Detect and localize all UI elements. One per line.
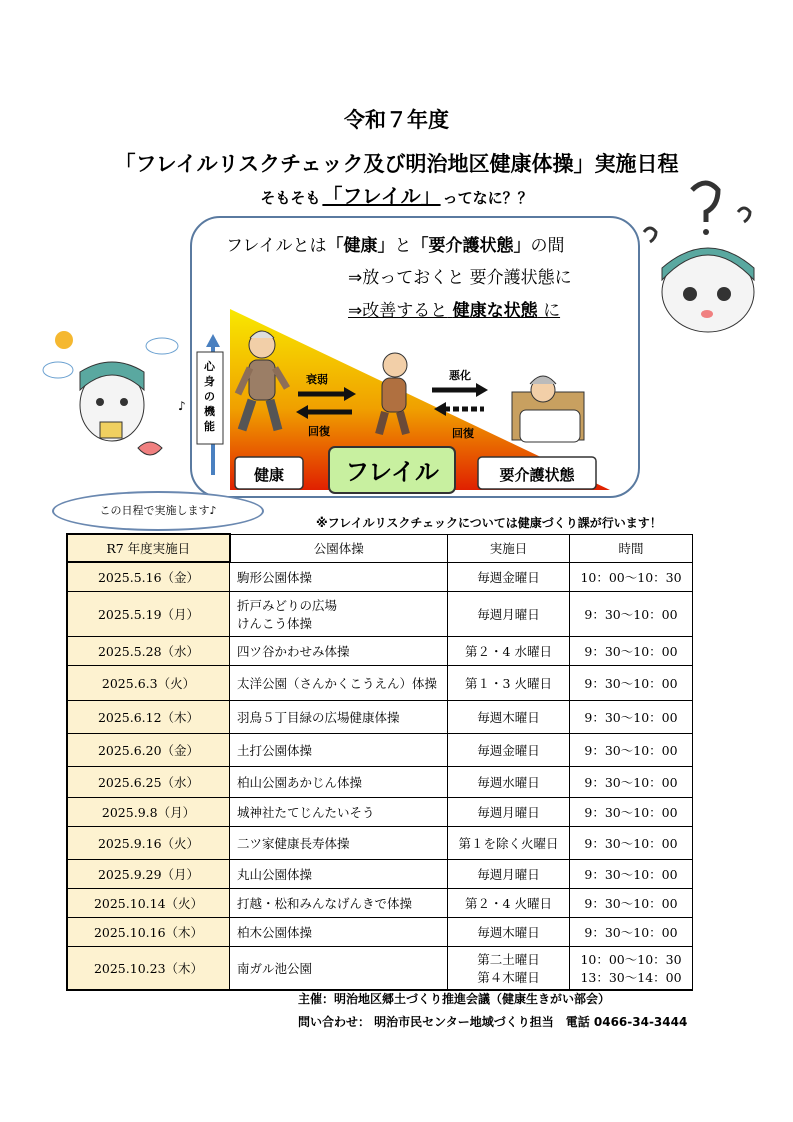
cell-day: 毎週月曜日	[448, 798, 570, 827]
table-row	[67, 767, 693, 798]
cell-park: 四ツ谷かわせみ体操	[230, 637, 448, 666]
cell-park: 丸山公園体操	[230, 860, 448, 889]
cell-park-line1: 折戸みどりの広場	[237, 598, 338, 613]
cell-date: 2025.6.25（水）	[67, 767, 230, 798]
cell-park: 柏木公園体操	[230, 918, 448, 947]
bedridden-person-illustration	[512, 376, 584, 442]
table-row	[67, 827, 693, 860]
cell-day: 毎週金曜日	[448, 734, 570, 767]
cell-park: 太洋公園（さんかくこうえん）体操	[230, 666, 448, 701]
cell-day: 第２・4 火曜日	[448, 889, 570, 918]
svg-text:♪: ♪	[178, 399, 186, 413]
cell-time: 9：30〜10：00	[570, 666, 693, 701]
line3-pre: ⇒改善すると	[348, 301, 448, 321]
organizer: 主催：明治地区郷土づくり推進会議（健康生きがい部会）	[298, 992, 611, 1006]
cell-time: 9：30〜10：00	[570, 767, 693, 798]
cell-date: 2025.5.16（金）	[67, 562, 230, 592]
header-date: R7 年度実施日	[67, 534, 230, 562]
line3-kw: 健康な状態	[452, 301, 538, 321]
header-park: 公園体操	[230, 534, 448, 562]
line3-post: に	[543, 301, 561, 321]
table-row	[67, 592, 693, 637]
arrow-worsen-label: 悪化	[449, 369, 471, 382]
line1-pre: フレイルとは	[226, 236, 327, 256]
arrow-decline-label: 衰弱	[306, 373, 328, 386]
subtitle-post: ってなに？？	[442, 189, 533, 207]
cell-day: 毎週木曜日	[448, 918, 570, 947]
speech-bubble: この日程で実施します♪	[52, 491, 264, 531]
cell-date: 2025.10.16（木）	[67, 918, 230, 947]
cell-time: 9：30〜10：00	[570, 637, 693, 666]
mascot-right-illustration	[644, 183, 754, 332]
panel-line-2: ⇒放っておくと 要介護状態に	[348, 268, 572, 288]
cell-park: 柏山公園あかじん体操	[230, 767, 448, 798]
contact-info: 問い合わせ： 明治市民センター地域づくり担当 電話 0466-34-3444	[298, 1015, 688, 1029]
cell-date: 2025.10.14（火）	[67, 889, 230, 918]
schedule-table	[66, 533, 693, 991]
cell-date: 2025.9.29（月）	[67, 860, 230, 889]
table-row	[67, 562, 693, 592]
table-row	[67, 918, 693, 947]
cell-date: 2025.6.20（金）	[67, 734, 230, 767]
line1-mid: と	[394, 236, 412, 256]
document-year: 令和７年度	[344, 107, 449, 132]
cell-day: 毎週金曜日	[448, 562, 570, 592]
cell-date: 2025.10.23（木）	[67, 947, 230, 991]
arrow-worsen-head	[476, 383, 488, 397]
cell-day	[448, 947, 570, 991]
table-row	[67, 889, 693, 918]
cell-date: 2025.6.12（木）	[67, 701, 230, 734]
cell-day: 第１・3 火曜日	[448, 666, 570, 701]
stage-healthy-label: 健康	[253, 466, 285, 484]
cell-park: 打越・松和みんなげんきで体操	[230, 889, 448, 918]
header-day: 実施日	[448, 534, 570, 562]
cell-day: 毎週水曜日	[448, 767, 570, 798]
cell-day: 第２・4 水曜日	[448, 637, 570, 666]
frailty-diagram	[0, 0, 793, 560]
cell-time: 9：30〜10：00	[570, 889, 693, 918]
cell-park	[230, 592, 448, 637]
cell-date: 2025.5.19（月）	[67, 592, 230, 637]
line1-kw2: 「要介護状態」	[411, 236, 531, 256]
table-row	[67, 637, 693, 666]
cell-day-line1: 第二土曜日	[477, 952, 540, 967]
table-row	[67, 860, 693, 889]
cell-day-line2: 第４木曜日	[477, 970, 540, 985]
cell-park-line2: けんこう体操	[237, 616, 313, 631]
cell-time-line2: 13：30〜14：00	[580, 970, 682, 985]
cell-park: 城神社たてじんたいそう	[230, 798, 448, 827]
arrow-recover-1-label: 回復	[308, 425, 330, 438]
axis-label: 心身の機能	[204, 360, 215, 433]
cell-day: 毎週月曜日	[448, 860, 570, 889]
line1-kw1: 「健康」	[326, 236, 395, 256]
stage-care-label: 要介護状態	[499, 466, 575, 484]
cell-date: 2025.5.28（水）	[67, 637, 230, 666]
table-row	[67, 947, 693, 991]
cell-date: 2025.9.8（月）	[67, 798, 230, 827]
cell-time: 9：30〜10：00	[570, 734, 693, 767]
table-header-row	[67, 534, 693, 562]
cell-park: 土打公園体操	[230, 734, 448, 767]
cell-time: 9：30〜10：00	[570, 798, 693, 827]
cell-time: 9：30〜10：00	[570, 827, 693, 860]
cell-day: 第１を除く火曜日	[448, 827, 570, 860]
cell-time: 9：30〜10：00	[570, 592, 693, 637]
cell-time-line1: 10：00〜10：30	[580, 952, 682, 967]
table-row	[67, 666, 693, 701]
cell-park: 駒形公園体操	[230, 562, 448, 592]
table-row	[67, 734, 693, 767]
cell-day: 毎週月曜日	[448, 592, 570, 637]
note-text: ※フレイルリスクチェックについては健康づくり課が行います！	[316, 516, 662, 530]
cell-day: 毎週木曜日	[448, 701, 570, 734]
cell-time: 9：30〜10：00	[570, 860, 693, 889]
subtitle-pre: そもそも	[260, 189, 321, 207]
cell-date: 2025.9.16（火）	[67, 827, 230, 860]
arrow-recover-2-label: 回復	[452, 427, 474, 440]
cell-time	[570, 947, 693, 991]
subtitle-keyword: 「フレイル」	[322, 184, 441, 208]
cell-time: 9：30〜10：00	[570, 918, 693, 947]
header-time: 時間	[570, 534, 693, 562]
mascot-left-illustration	[43, 331, 186, 455]
stage-frail-label: フレイル	[345, 458, 439, 486]
line1-post: の間	[530, 236, 565, 256]
cell-park: 南ガル池公園	[230, 947, 448, 991]
cell-time: 9：30〜10：00	[570, 701, 693, 734]
cell-time: 10：00〜10：30	[570, 562, 693, 592]
cell-park: 羽鳥５丁目緑の広場健康体操	[230, 701, 448, 734]
document-title: 「フレイルリスクチェック及び明治地区健康体操」実施日程	[114, 151, 679, 176]
cell-date: 2025.6.3（火）	[67, 666, 230, 701]
table-row	[67, 701, 693, 734]
cell-park: 二ツ家健康長寿体操	[230, 827, 448, 860]
axis-arrow-head	[206, 334, 220, 347]
table-row	[67, 798, 693, 827]
